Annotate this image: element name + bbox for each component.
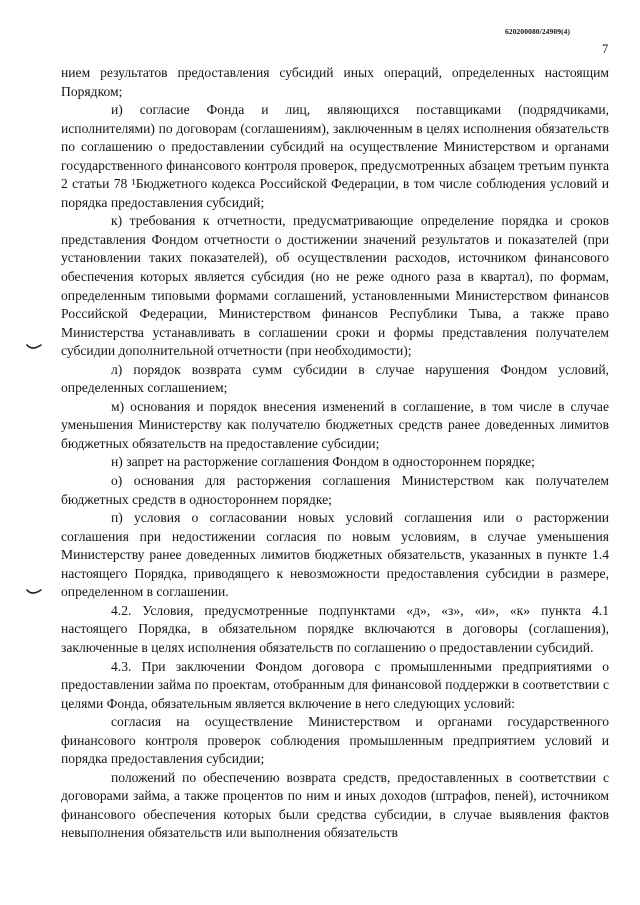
paragraph-item-p: п) условия о согласовании новых условий соглашения или о расторжении соглашения при недостижении согласия по новым условиям, в случае уменьшения Министерству ранее доведенных лимитов бюджетных обязательств, указанных в пункте 1.4 настоящего Порядка, приводящего к невозможности предоставления субсидии в размере, определенном в соглашении. [61,510,609,600]
paragraph-item-m: м) основания и порядок внесения изменений в соглашение, в том числе в случае уменьшения Министерству как получателю бюджетных средств ранее доведенных лимитов бюджетных обязательств на предоставление субсидии; [61,398,609,451]
paragraph-4-2: 4.2. Условия, предусмотренные подпунктами «д», «з», «и», «к» пункта 4.1 настоящего Порядка, в обязательном порядке включаются в договоры (соглашения), заключенные в целях исполнения обязательств по соглашению о предоставлении субсидий. [61,602,609,655]
paragraph-4-3: 4.3. При заключении Фондом договора с промышленными предприятиями о предоставлении займа по проектам, отобранным для финансовой поддержки в соответствии с целями Фонда, обязательным является включение в него следующих условий: [61,658,609,711]
paragraph-condition-consent: согласия на осуществление Министерством и органами государственного финансового контроля проверок соблюдения промышленным предприятием условий и порядка предоставления субсидии; [61,714,609,767]
paragraph-item-k: к) требования к отчетности, предусматривающие определение порядка и сроков представления Фондом отчетности о достижении значений результатов и показателей (при установлении таких показателей), об осуществлении расходов, источником финансового обеспечения которых является субсидия (но не реже одного раза в квартал), по формам, определенным типовыми формами соглашений, установленными Министерством финансов Российской Федерации, Министерством финансов Республики Тыва, а также право Министерства устанавливать в соглашении сроки и формы представления получателем субсидии дополнительной отчетности (при необходимости); [61,213,609,359]
page-number: 7 [602,42,609,56]
paragraph-item-n: н) запрет на расторжение соглашения Фондом в одностороннем порядке; [111,454,535,470]
paragraph-continuation: нием результатов предоставления субсидий иных операций, определенных настоящим Порядком; [61,65,609,99]
margin-check-mark-icon [26,343,42,352]
document-body [61,64,609,843]
document-code: 620200080/24909(4) [505,27,571,36]
margin-check-mark-icon [26,588,42,597]
paragraph-item-o: о) основания для расторжения соглашения Министерством как получателем бюджетных средств в одностороннем порядке; [61,473,609,507]
paragraph-item-i: и) согласие Фонда и лиц, являющихся поставщиками (подрядчиками, исполнителями) по договорам (соглашениям), заключенным в целях исполнения обязательств по соглашению о предоставлении субсидий на осуществление Министерством и органами государственного финансового контроля проверок, предусмотренных абзацем третьим пункта 2 статьи 78 ¹Бюджетного кодекса Российской Федерации, в том числе соблюдения условий и порядка предоставления субсидий; [61,102,609,210]
paragraph-condition-return: положений по обеспечению возврата средств, предоставленных в соответствии с договорами займа, а также процентов по ним и иных доходов (штрафов, пеней), источником финансового обеспечения которых были средства субсидии, в случае выявления фактов невыполнения обязательств или выполнения обязательств [61,769,609,841]
paragraph-item-l: л) порядок возврата сумм субсидии в случае нарушения Фондом условий, определенных соглашением; [61,361,609,396]
